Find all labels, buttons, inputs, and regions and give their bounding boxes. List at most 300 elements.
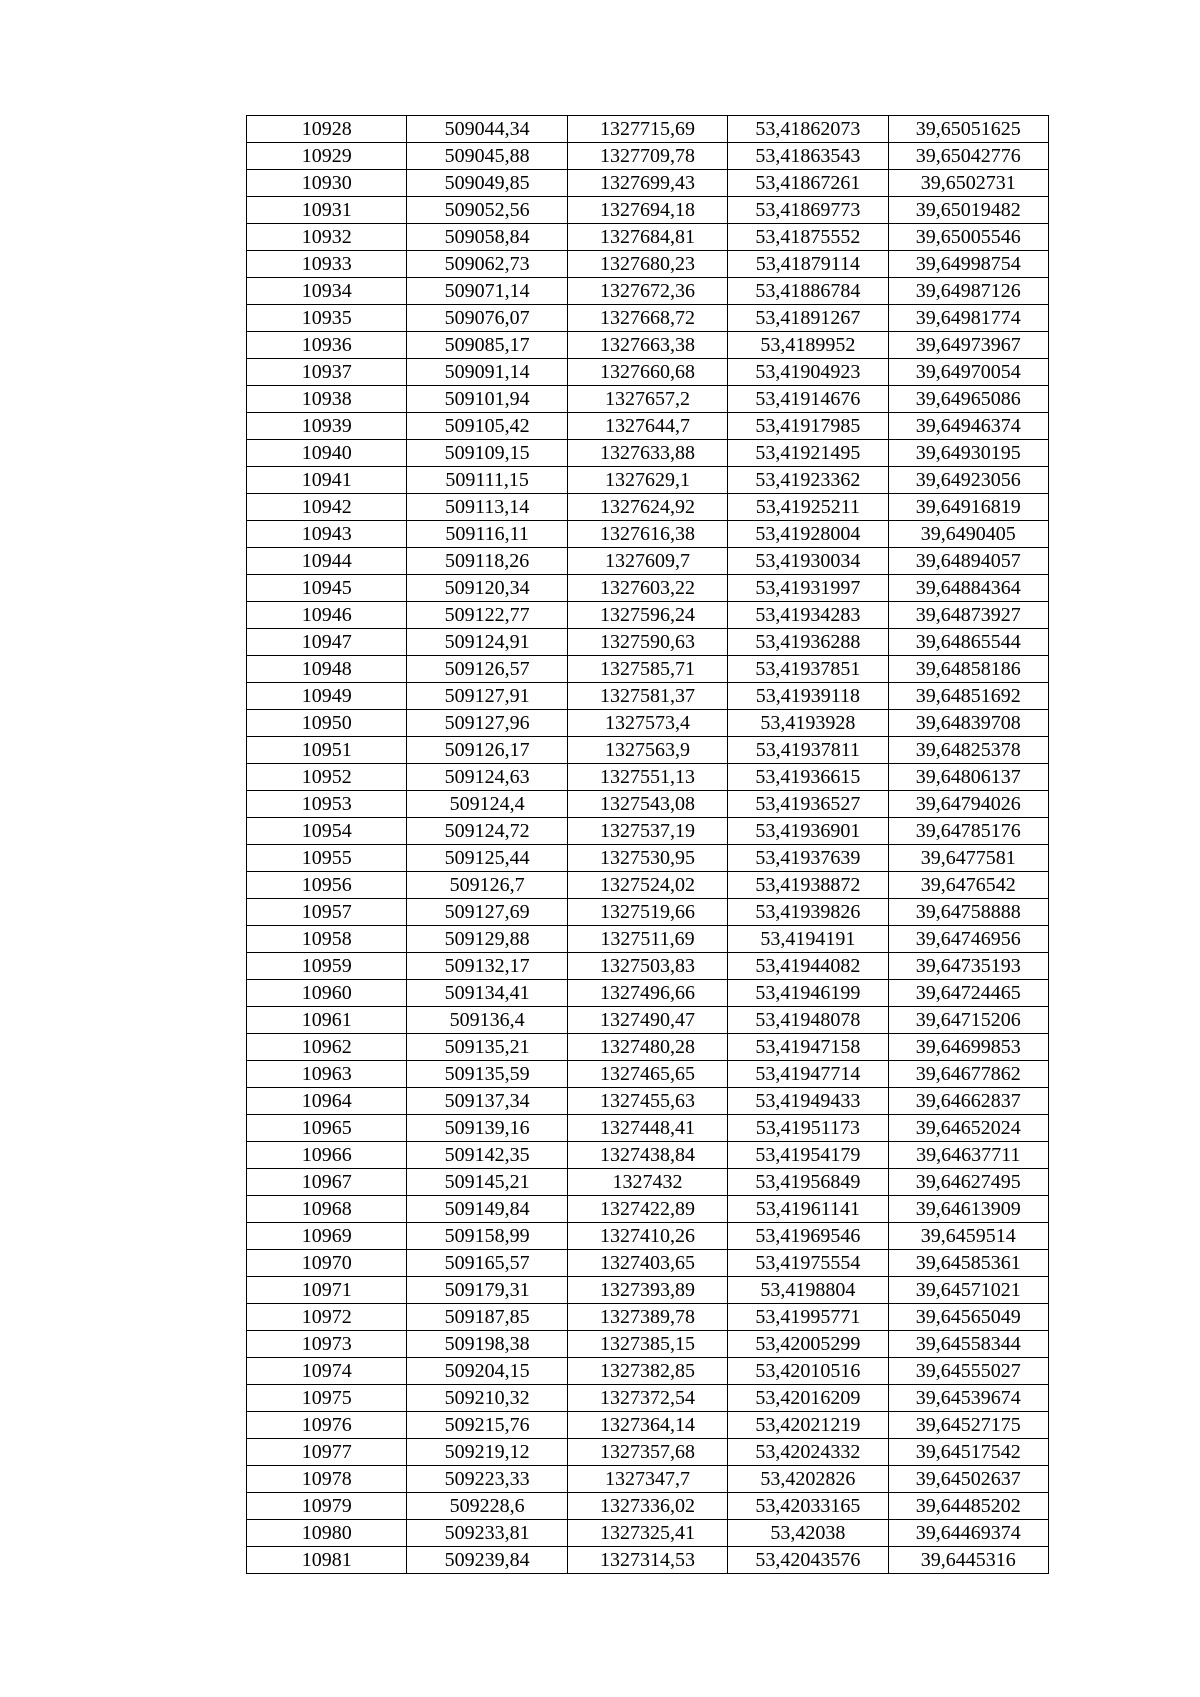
x-coordinate-cell: 509187,85 <box>407 1304 567 1331</box>
x-coordinate-cell: 509142,35 <box>407 1142 567 1169</box>
latitude-cell: 53,41914676 <box>728 386 888 413</box>
point-number-cell: 10979 <box>247 1493 407 1520</box>
x-coordinate-cell: 509052,56 <box>407 197 567 224</box>
longitude-cell: 39,65051625 <box>888 116 1048 143</box>
table-row <box>247 1277 1049 1304</box>
longitude-cell: 39,65042776 <box>888 143 1048 170</box>
point-number-cell: 10936 <box>247 332 407 359</box>
point-number-cell: 10942 <box>247 494 407 521</box>
point-number-cell: 10980 <box>247 1520 407 1547</box>
table-row <box>247 170 1049 197</box>
table-row <box>247 791 1049 818</box>
latitude-cell: 53,41954179 <box>728 1142 888 1169</box>
latitude-cell: 53,41946199 <box>728 980 888 1007</box>
table-row <box>247 1412 1049 1439</box>
longitude-cell: 39,64627495 <box>888 1169 1048 1196</box>
coordinates-table-body <box>247 116 1049 1574</box>
table-row <box>247 737 1049 764</box>
table-row <box>247 899 1049 926</box>
table-row <box>247 224 1049 251</box>
point-number-cell: 10973 <box>247 1331 407 1358</box>
x-coordinate-cell: 509127,69 <box>407 899 567 926</box>
point-number-cell: 10951 <box>247 737 407 764</box>
table-row <box>247 251 1049 278</box>
longitude-cell: 39,64735193 <box>888 953 1048 980</box>
longitude-cell: 39,64746956 <box>888 926 1048 953</box>
x-coordinate-cell: 509215,76 <box>407 1412 567 1439</box>
longitude-cell: 39,6477581 <box>888 845 1048 872</box>
x-coordinate-cell: 509165,57 <box>407 1250 567 1277</box>
y-coordinate-cell: 1327336,02 <box>567 1493 727 1520</box>
longitude-cell: 39,6490405 <box>888 521 1048 548</box>
point-number-cell: 10974 <box>247 1358 407 1385</box>
latitude-cell: 53,4198804 <box>728 1277 888 1304</box>
table-row <box>247 1466 1049 1493</box>
x-coordinate-cell: 509076,07 <box>407 305 567 332</box>
longitude-cell: 39,64517542 <box>888 1439 1048 1466</box>
x-coordinate-cell: 509136,4 <box>407 1007 567 1034</box>
y-coordinate-cell: 1327590,63 <box>567 629 727 656</box>
x-coordinate-cell: 509127,91 <box>407 683 567 710</box>
x-coordinate-cell: 509124,4 <box>407 791 567 818</box>
latitude-cell: 53,41863543 <box>728 143 888 170</box>
table-row <box>247 845 1049 872</box>
y-coordinate-cell: 1327616,38 <box>567 521 727 548</box>
point-number-cell: 10967 <box>247 1169 407 1196</box>
table-row <box>247 386 1049 413</box>
table-row <box>247 305 1049 332</box>
y-coordinate-cell: 1327432 <box>567 1169 727 1196</box>
y-coordinate-cell: 1327657,2 <box>567 386 727 413</box>
longitude-cell: 39,64825378 <box>888 737 1048 764</box>
x-coordinate-cell: 509179,31 <box>407 1277 567 1304</box>
table-row <box>247 1439 1049 1466</box>
longitude-cell: 39,64502637 <box>888 1466 1048 1493</box>
table-row <box>247 1547 1049 1574</box>
y-coordinate-cell: 1327581,37 <box>567 683 727 710</box>
longitude-cell: 39,64970054 <box>888 359 1048 386</box>
point-number-cell: 10963 <box>247 1061 407 1088</box>
point-number-cell: 10955 <box>247 845 407 872</box>
x-coordinate-cell: 509125,44 <box>407 845 567 872</box>
x-coordinate-cell: 509135,21 <box>407 1034 567 1061</box>
point-number-cell: 10946 <box>247 602 407 629</box>
y-coordinate-cell: 1327511,69 <box>567 926 727 953</box>
x-coordinate-cell: 509058,84 <box>407 224 567 251</box>
y-coordinate-cell: 1327496,66 <box>567 980 727 1007</box>
point-number-cell: 10966 <box>247 1142 407 1169</box>
x-coordinate-cell: 509127,96 <box>407 710 567 737</box>
table-row <box>247 278 1049 305</box>
latitude-cell: 53,41904923 <box>728 359 888 386</box>
point-number-cell: 10960 <box>247 980 407 1007</box>
latitude-cell: 53,41921495 <box>728 440 888 467</box>
point-number-cell: 10928 <box>247 116 407 143</box>
y-coordinate-cell: 1327644,7 <box>567 413 727 440</box>
y-coordinate-cell: 1327551,13 <box>567 764 727 791</box>
point-number-cell: 10941 <box>247 467 407 494</box>
point-number-cell: 10981 <box>247 1547 407 1574</box>
x-coordinate-cell: 509137,34 <box>407 1088 567 1115</box>
y-coordinate-cell: 1327573,4 <box>567 710 727 737</box>
y-coordinate-cell: 1327364,14 <box>567 1412 727 1439</box>
latitude-cell: 53,41948078 <box>728 1007 888 1034</box>
latitude-cell: 53,41923362 <box>728 467 888 494</box>
latitude-cell: 53,41969546 <box>728 1223 888 1250</box>
x-coordinate-cell: 509139,16 <box>407 1115 567 1142</box>
y-coordinate-cell: 1327503,83 <box>567 953 727 980</box>
point-number-cell: 10935 <box>247 305 407 332</box>
longitude-cell: 39,64973967 <box>888 332 1048 359</box>
y-coordinate-cell: 1327357,68 <box>567 1439 727 1466</box>
point-number-cell: 10930 <box>247 170 407 197</box>
point-number-cell: 10937 <box>247 359 407 386</box>
coordinates-table <box>246 115 1049 1574</box>
point-number-cell: 10948 <box>247 656 407 683</box>
latitude-cell: 53,41937811 <box>728 737 888 764</box>
y-coordinate-cell: 1327372,54 <box>567 1385 727 1412</box>
table-row <box>247 1304 1049 1331</box>
y-coordinate-cell: 1327609,7 <box>567 548 727 575</box>
y-coordinate-cell: 1327389,78 <box>567 1304 727 1331</box>
y-coordinate-cell: 1327715,69 <box>567 116 727 143</box>
x-coordinate-cell: 509129,88 <box>407 926 567 953</box>
x-coordinate-cell: 509085,17 <box>407 332 567 359</box>
y-coordinate-cell: 1327314,53 <box>567 1547 727 1574</box>
longitude-cell: 39,64839708 <box>888 710 1048 737</box>
point-number-cell: 10940 <box>247 440 407 467</box>
latitude-cell: 53,41925211 <box>728 494 888 521</box>
table-row <box>247 1142 1049 1169</box>
point-number-cell: 10932 <box>247 224 407 251</box>
latitude-cell: 53,41949433 <box>728 1088 888 1115</box>
point-number-cell: 10978 <box>247 1466 407 1493</box>
table-row <box>247 467 1049 494</box>
table-row <box>247 1331 1049 1358</box>
longitude-cell: 39,64998754 <box>888 251 1048 278</box>
x-coordinate-cell: 509113,14 <box>407 494 567 521</box>
x-coordinate-cell: 509101,94 <box>407 386 567 413</box>
table-row <box>247 143 1049 170</box>
table-row <box>247 1061 1049 1088</box>
latitude-cell: 53,42038 <box>728 1520 888 1547</box>
latitude-cell: 53,41947714 <box>728 1061 888 1088</box>
x-coordinate-cell: 509118,26 <box>407 548 567 575</box>
table-row <box>247 1196 1049 1223</box>
longitude-cell: 39,64539674 <box>888 1385 1048 1412</box>
longitude-cell: 39,6459514 <box>888 1223 1048 1250</box>
y-coordinate-cell: 1327629,1 <box>567 467 727 494</box>
y-coordinate-cell: 1327382,85 <box>567 1358 727 1385</box>
y-coordinate-cell: 1327537,19 <box>567 818 727 845</box>
table-row <box>247 548 1049 575</box>
y-coordinate-cell: 1327410,26 <box>567 1223 727 1250</box>
y-coordinate-cell: 1327660,68 <box>567 359 727 386</box>
table-row <box>247 494 1049 521</box>
latitude-cell: 53,41869773 <box>728 197 888 224</box>
latitude-cell: 53,41931997 <box>728 575 888 602</box>
point-number-cell: 10977 <box>247 1439 407 1466</box>
longitude-cell: 39,64677862 <box>888 1061 1048 1088</box>
y-coordinate-cell: 1327530,95 <box>567 845 727 872</box>
x-coordinate-cell: 509158,99 <box>407 1223 567 1250</box>
longitude-cell: 39,6502731 <box>888 170 1048 197</box>
x-coordinate-cell: 509239,84 <box>407 1547 567 1574</box>
x-coordinate-cell: 509126,17 <box>407 737 567 764</box>
latitude-cell: 53,41938872 <box>728 872 888 899</box>
x-coordinate-cell: 509124,91 <box>407 629 567 656</box>
y-coordinate-cell: 1327633,88 <box>567 440 727 467</box>
table-row <box>247 818 1049 845</box>
latitude-cell: 53,41947158 <box>728 1034 888 1061</box>
y-coordinate-cell: 1327480,28 <box>567 1034 727 1061</box>
table-row <box>247 764 1049 791</box>
longitude-cell: 39,64571021 <box>888 1277 1048 1304</box>
point-number-cell: 10959 <box>247 953 407 980</box>
latitude-cell: 53,42024332 <box>728 1439 888 1466</box>
latitude-cell: 53,41961141 <box>728 1196 888 1223</box>
y-coordinate-cell: 1327694,18 <box>567 197 727 224</box>
table-row <box>247 1250 1049 1277</box>
table-row <box>247 953 1049 980</box>
latitude-cell: 53,41891267 <box>728 305 888 332</box>
longitude-cell: 39,65019482 <box>888 197 1048 224</box>
point-number-cell: 10961 <box>247 1007 407 1034</box>
x-coordinate-cell: 509049,85 <box>407 170 567 197</box>
point-number-cell: 10970 <box>247 1250 407 1277</box>
point-number-cell: 10969 <box>247 1223 407 1250</box>
point-number-cell: 10952 <box>247 764 407 791</box>
point-number-cell: 10965 <box>247 1115 407 1142</box>
x-coordinate-cell: 509228,6 <box>407 1493 567 1520</box>
x-coordinate-cell: 509105,42 <box>407 413 567 440</box>
longitude-cell: 39,64699853 <box>888 1034 1048 1061</box>
table-row <box>247 575 1049 602</box>
table-row <box>247 926 1049 953</box>
latitude-cell: 53,41930034 <box>728 548 888 575</box>
point-number-cell: 10939 <box>247 413 407 440</box>
latitude-cell: 53,41875552 <box>728 224 888 251</box>
latitude-cell: 53,41951173 <box>728 1115 888 1142</box>
y-coordinate-cell: 1327524,02 <box>567 872 727 899</box>
point-number-cell: 10931 <box>247 197 407 224</box>
point-number-cell: 10976 <box>247 1412 407 1439</box>
latitude-cell: 53,41975554 <box>728 1250 888 1277</box>
point-number-cell: 10956 <box>247 872 407 899</box>
latitude-cell: 53,41886784 <box>728 278 888 305</box>
longitude-cell: 39,64987126 <box>888 278 1048 305</box>
longitude-cell: 39,64894057 <box>888 548 1048 575</box>
point-number-cell: 10953 <box>247 791 407 818</box>
table-row <box>247 1169 1049 1196</box>
table-row <box>247 1007 1049 1034</box>
longitude-cell: 39,64930195 <box>888 440 1048 467</box>
latitude-cell: 53,41995771 <box>728 1304 888 1331</box>
table-row <box>247 629 1049 656</box>
longitude-cell: 39,64981774 <box>888 305 1048 332</box>
table-row <box>247 1088 1049 1115</box>
table-row <box>247 710 1049 737</box>
y-coordinate-cell: 1327668,72 <box>567 305 727 332</box>
table-row <box>247 1493 1049 1520</box>
longitude-cell: 39,6445316 <box>888 1547 1048 1574</box>
x-coordinate-cell: 509219,12 <box>407 1439 567 1466</box>
point-number-cell: 10949 <box>247 683 407 710</box>
table-row <box>247 116 1049 143</box>
point-number-cell: 10954 <box>247 818 407 845</box>
latitude-cell: 53,41936288 <box>728 629 888 656</box>
latitude-cell: 53,41867261 <box>728 170 888 197</box>
point-number-cell: 10933 <box>247 251 407 278</box>
latitude-cell: 53,41944082 <box>728 953 888 980</box>
longitude-cell: 39,64806137 <box>888 764 1048 791</box>
y-coordinate-cell: 1327624,92 <box>567 494 727 521</box>
longitude-cell: 39,65005546 <box>888 224 1048 251</box>
latitude-cell: 53,41937639 <box>728 845 888 872</box>
table-row <box>247 197 1049 224</box>
latitude-cell: 53,41928004 <box>728 521 888 548</box>
longitude-cell: 39,64555027 <box>888 1358 1048 1385</box>
table-row <box>247 683 1049 710</box>
x-coordinate-cell: 509126,57 <box>407 656 567 683</box>
table-row <box>247 521 1049 548</box>
latitude-cell: 53,4193928 <box>728 710 888 737</box>
longitude-cell: 39,64469374 <box>888 1520 1048 1547</box>
x-coordinate-cell: 509204,15 <box>407 1358 567 1385</box>
x-coordinate-cell: 509091,14 <box>407 359 567 386</box>
x-coordinate-cell: 509145,21 <box>407 1169 567 1196</box>
y-coordinate-cell: 1327455,63 <box>567 1088 727 1115</box>
y-coordinate-cell: 1327465,65 <box>567 1061 727 1088</box>
y-coordinate-cell: 1327709,78 <box>567 143 727 170</box>
x-coordinate-cell: 509044,34 <box>407 116 567 143</box>
y-coordinate-cell: 1327585,71 <box>567 656 727 683</box>
table-row <box>247 1520 1049 1547</box>
longitude-cell: 39,64923056 <box>888 467 1048 494</box>
table-row <box>247 413 1049 440</box>
longitude-cell: 39,6476542 <box>888 872 1048 899</box>
latitude-cell: 53,42010516 <box>728 1358 888 1385</box>
x-coordinate-cell: 509149,84 <box>407 1196 567 1223</box>
table-row <box>247 1385 1049 1412</box>
latitude-cell: 53,41936615 <box>728 764 888 791</box>
x-coordinate-cell: 509198,38 <box>407 1331 567 1358</box>
y-coordinate-cell: 1327393,89 <box>567 1277 727 1304</box>
table-row <box>247 1034 1049 1061</box>
point-number-cell: 10957 <box>247 899 407 926</box>
longitude-cell: 39,64865544 <box>888 629 1048 656</box>
latitude-cell: 53,42043576 <box>728 1547 888 1574</box>
longitude-cell: 39,64873927 <box>888 602 1048 629</box>
table-row <box>247 872 1049 899</box>
point-number-cell: 10958 <box>247 926 407 953</box>
y-coordinate-cell: 1327385,15 <box>567 1331 727 1358</box>
y-coordinate-cell: 1327347,7 <box>567 1466 727 1493</box>
latitude-cell: 53,41937851 <box>728 656 888 683</box>
latitude-cell: 53,42016209 <box>728 1385 888 1412</box>
point-number-cell: 10962 <box>247 1034 407 1061</box>
point-number-cell: 10964 <box>247 1088 407 1115</box>
table-row <box>247 602 1049 629</box>
longitude-cell: 39,64965086 <box>888 386 1048 413</box>
table-row <box>247 656 1049 683</box>
longitude-cell: 39,64758888 <box>888 899 1048 926</box>
point-number-cell: 10943 <box>247 521 407 548</box>
point-number-cell: 10934 <box>247 278 407 305</box>
point-number-cell: 10929 <box>247 143 407 170</box>
y-coordinate-cell: 1327403,65 <box>567 1250 727 1277</box>
y-coordinate-cell: 1327448,41 <box>567 1115 727 1142</box>
x-coordinate-cell: 509134,41 <box>407 980 567 1007</box>
table-row <box>247 440 1049 467</box>
latitude-cell: 53,4202826 <box>728 1466 888 1493</box>
y-coordinate-cell: 1327672,36 <box>567 278 727 305</box>
x-coordinate-cell: 509109,15 <box>407 440 567 467</box>
y-coordinate-cell: 1327680,23 <box>567 251 727 278</box>
y-coordinate-cell: 1327596,24 <box>567 602 727 629</box>
longitude-cell: 39,64527175 <box>888 1412 1048 1439</box>
longitude-cell: 39,64715206 <box>888 1007 1048 1034</box>
x-coordinate-cell: 509071,14 <box>407 278 567 305</box>
longitude-cell: 39,64558344 <box>888 1331 1048 1358</box>
latitude-cell: 53,41936527 <box>728 791 888 818</box>
x-coordinate-cell: 509045,88 <box>407 143 567 170</box>
point-number-cell: 10950 <box>247 710 407 737</box>
latitude-cell: 53,4194191 <box>728 926 888 953</box>
longitude-cell: 39,64662837 <box>888 1088 1048 1115</box>
y-coordinate-cell: 1327563,9 <box>567 737 727 764</box>
longitude-cell: 39,64613909 <box>888 1196 1048 1223</box>
latitude-cell: 53,41917985 <box>728 413 888 440</box>
y-coordinate-cell: 1327490,47 <box>567 1007 727 1034</box>
x-coordinate-cell: 509135,59 <box>407 1061 567 1088</box>
point-number-cell: 10975 <box>247 1385 407 1412</box>
latitude-cell: 53,41862073 <box>728 116 888 143</box>
latitude-cell: 53,4189952 <box>728 332 888 359</box>
y-coordinate-cell: 1327422,89 <box>567 1196 727 1223</box>
longitude-cell: 39,64858186 <box>888 656 1048 683</box>
longitude-cell: 39,64637711 <box>888 1142 1048 1169</box>
table-row <box>247 359 1049 386</box>
point-number-cell: 10947 <box>247 629 407 656</box>
x-coordinate-cell: 509120,34 <box>407 575 567 602</box>
longitude-cell: 39,64794026 <box>888 791 1048 818</box>
longitude-cell: 39,64585361 <box>888 1250 1048 1277</box>
longitude-cell: 39,64485202 <box>888 1493 1048 1520</box>
longitude-cell: 39,64946374 <box>888 413 1048 440</box>
point-number-cell: 10938 <box>247 386 407 413</box>
point-number-cell: 10944 <box>247 548 407 575</box>
point-number-cell: 10972 <box>247 1304 407 1331</box>
point-number-cell: 10968 <box>247 1196 407 1223</box>
y-coordinate-cell: 1327438,84 <box>567 1142 727 1169</box>
latitude-cell: 53,42021219 <box>728 1412 888 1439</box>
x-coordinate-cell: 509233,81 <box>407 1520 567 1547</box>
latitude-cell: 53,42005299 <box>728 1331 888 1358</box>
longitude-cell: 39,64724465 <box>888 980 1048 1007</box>
x-coordinate-cell: 509210,32 <box>407 1385 567 1412</box>
y-coordinate-cell: 1327603,22 <box>567 575 727 602</box>
longitude-cell: 39,64916819 <box>888 494 1048 521</box>
x-coordinate-cell: 509122,77 <box>407 602 567 629</box>
x-coordinate-cell: 509223,33 <box>407 1466 567 1493</box>
x-coordinate-cell: 509126,7 <box>407 872 567 899</box>
latitude-cell: 53,42033165 <box>728 1493 888 1520</box>
latitude-cell: 53,41879114 <box>728 251 888 278</box>
y-coordinate-cell: 1327663,38 <box>567 332 727 359</box>
table-row <box>247 332 1049 359</box>
longitude-cell: 39,64884364 <box>888 575 1048 602</box>
